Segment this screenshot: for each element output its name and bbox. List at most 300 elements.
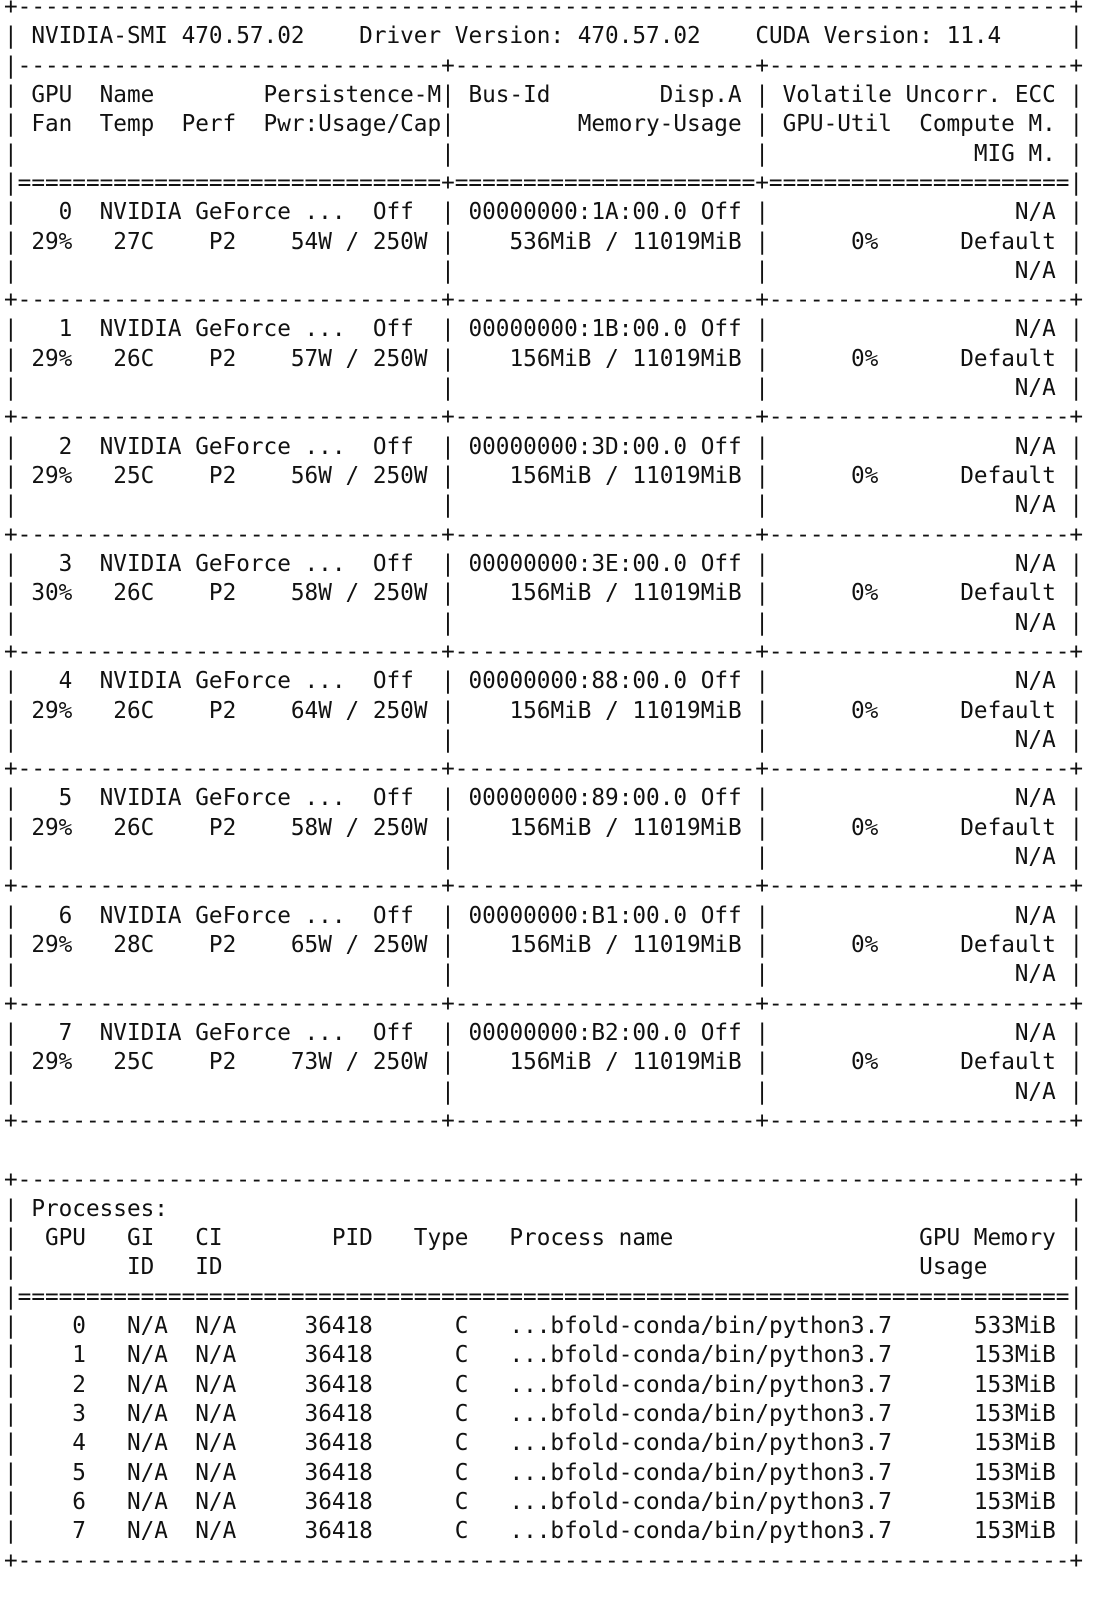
border-text: |: [1069, 1225, 1084, 1252]
border-text: [305, 23, 360, 49]
gpu-row: [4, 814, 1083, 843]
ecc-errors: N/A: [769, 785, 1056, 812]
border-text: [933, 23, 947, 49]
border-text: +-------------------------------+----------------------+----------------------+: [4, 756, 1084, 783]
border-text: [86, 1313, 127, 1339]
compute-mode: Default: [878, 814, 1056, 841]
border-text: [86, 1372, 127, 1398]
blank-line: [4, 1136, 1083, 1165]
column-header-line: [4, 140, 1083, 169]
mig-mode: N/A: [768, 961, 1056, 988]
border-text: |: [1055, 1459, 1084, 1486]
column-header: [455, 141, 756, 167]
temperature: 28C: [113, 932, 155, 958]
border-text: |: [4, 81, 18, 108]
border-text: [72, 903, 99, 929]
fan-speed: 29%: [31, 345, 73, 372]
process-gi-id: N/A: [126, 1313, 168, 1340]
border-text: |: [413, 1019, 469, 1046]
border-text: |: [4, 1518, 18, 1545]
gpu-index: 4: [31, 668, 73, 695]
memory-used: 156MiB: [454, 697, 592, 724]
display-active: Off: [700, 433, 742, 460]
column-header: MIG M.: [768, 140, 1070, 167]
bus-id: 00000000:1B:00.0: [468, 316, 688, 343]
bus-id: 00000000:3D:00.0: [468, 433, 688, 460]
power-usage: 57W: [277, 345, 332, 372]
border-text: [468, 1489, 509, 1515]
border-text: |: [741, 902, 769, 929]
process-row: [4, 1429, 1083, 1458]
table-border: [4, 286, 1083, 315]
border-text: |: [741, 345, 770, 372]
border-text: |: [4, 228, 32, 255]
column-header: Bus-Id Disp.A: [454, 81, 756, 108]
border-text: [154, 229, 209, 255]
border-text: |: [741, 580, 770, 607]
border-text: /: [331, 697, 373, 724]
gpu-name: NVIDIA GeForce ...: [99, 199, 346, 226]
memory-total: 11019MiB: [632, 463, 742, 489]
memory-total: 11019MiB: [632, 1049, 742, 1076]
fan-speed: 30%: [31, 580, 73, 607]
table-border: [4, 638, 1083, 667]
process-gpu: 7: [17, 1518, 86, 1545]
gpu-row: [4, 315, 1083, 344]
fan-speed: 29%: [31, 463, 73, 489]
process-ci-id: N/A: [195, 1342, 237, 1369]
border-text: |: [4, 1254, 18, 1281]
bus-id: 00000000:88:00.0: [468, 668, 688, 695]
border-text: [236, 1049, 277, 1075]
gpu-row: [4, 843, 1083, 872]
process-memory: 153MiB: [891, 1371, 1056, 1398]
border-text: |: [1055, 726, 1084, 753]
memory-used: 156MiB: [454, 345, 592, 372]
border-text: [154, 815, 209, 841]
border-text: /: [591, 1049, 633, 1076]
border-text: |: [741, 463, 770, 489]
border-text: [346, 551, 373, 577]
border-text: |: [4, 23, 32, 50]
border-text: [468, 1372, 509, 1398]
process-ci-id: N/A: [195, 1313, 237, 1340]
process-row: [4, 1400, 1083, 1429]
border-text: [72, 668, 99, 694]
gpu-row: [4, 609, 1083, 638]
driver-label: Driver Version:: [359, 23, 565, 50]
power-usage: 58W: [277, 580, 332, 607]
border-text: |: [741, 785, 769, 812]
process-pid: 36418: [236, 1313, 373, 1340]
border-text: |: [4, 1342, 18, 1369]
border-text: |: [1055, 1313, 1084, 1340]
border-text: [687, 668, 701, 694]
process-row: [4, 1488, 1083, 1517]
gpu-util: 0%: [769, 1049, 879, 1076]
border-text: |: [1055, 550, 1084, 577]
table-border: [4, 52, 1083, 81]
memory-total: 11019MiB: [632, 697, 742, 724]
power-usage: 54W: [277, 228, 332, 255]
border-text: /: [591, 345, 633, 372]
border-text: [236, 815, 277, 841]
border-text: [468, 1518, 509, 1544]
border-text: |: [413, 433, 469, 460]
gpu-index: 1: [31, 316, 73, 343]
border-text: |: [413, 668, 469, 695]
terminal-output: [4, 0, 1083, 1576]
gpu-name: NVIDIA GeForce ...: [99, 316, 346, 343]
border-text: |: [741, 1049, 770, 1076]
gpu-row: [4, 931, 1083, 960]
power-usage: 64W: [277, 697, 332, 724]
border-text: /: [331, 580, 373, 607]
power-cap: 250W: [372, 697, 428, 724]
border-text: [72, 316, 99, 342]
cuda-version: 11.4: [946, 23, 1070, 50]
power-cap: 250W: [372, 932, 428, 958]
perf-state: P2: [208, 345, 237, 372]
border-text: |: [755, 81, 769, 108]
process-type: C: [372, 1459, 469, 1486]
border-text: |: [4, 580, 32, 607]
border-text: [72, 463, 113, 489]
border-text: [468, 1313, 509, 1339]
table-separator: [4, 1283, 1083, 1312]
border-text: [168, 1313, 195, 1339]
process-memory: 153MiB: [891, 1401, 1056, 1427]
process-type: C: [372, 1488, 469, 1515]
border-text: |: [741, 316, 769, 343]
border-text: +-------------------------------+----------------------+----------------------+: [4, 521, 1084, 548]
border-text: |: [427, 814, 455, 841]
persistence-mode: Off: [372, 550, 414, 577]
border-text: |: [741, 199, 769, 226]
process-gpu: 5: [17, 1459, 86, 1486]
border-text: |: [1055, 1488, 1084, 1515]
border-text: |: [427, 932, 455, 958]
bus-id: 00000000:1A:00.0: [468, 199, 688, 226]
border-text: /: [591, 228, 633, 255]
process-pid: 36418: [236, 1371, 373, 1398]
border-text: [168, 1401, 195, 1427]
border-text: | | |: [4, 1078, 769, 1105]
border-text: |=============================================================================|: [4, 1283, 1084, 1310]
gpu-row: [4, 697, 1083, 726]
border-text: |: [741, 550, 769, 577]
table-border: [4, 0, 1083, 22]
border-text: |: [4, 316, 32, 343]
border-text: |: [1055, 785, 1084, 812]
table-border: [4, 755, 1083, 784]
memory-total: 11019MiB: [632, 345, 742, 372]
border-text: | | |: [4, 609, 769, 636]
border-text: |: [4, 140, 18, 167]
power-cap: 250W: [372, 345, 428, 372]
border-text: |: [1055, 609, 1084, 636]
gpu-util: 0%: [769, 932, 879, 958]
border-text: |: [741, 228, 770, 255]
mig-mode: N/A: [768, 1078, 1056, 1105]
compute-mode: Default: [878, 932, 1056, 958]
gpu-row: [4, 345, 1083, 374]
memory-used: 156MiB: [454, 932, 592, 958]
header-line: [4, 22, 1083, 51]
process-gi-id: N/A: [126, 1401, 168, 1427]
border-text: /: [331, 345, 373, 372]
border-text: [154, 580, 209, 606]
column-header-line: [4, 81, 1083, 110]
process-pid: 36418: [236, 1401, 373, 1427]
power-usage: 65W: [277, 932, 332, 958]
display-active: Off: [700, 668, 742, 695]
border-text: [168, 1460, 195, 1486]
display-active: Off: [700, 902, 742, 929]
border-text: [72, 1020, 99, 1046]
border-text: |: [4, 345, 32, 372]
border-text: /: [591, 814, 633, 841]
mig-mode: N/A: [768, 609, 1056, 636]
border-text: |: [1055, 1049, 1084, 1076]
ecc-errors: N/A: [769, 316, 1056, 343]
border-text: +-------------------------------+----------------------+----------------------+: [4, 287, 1084, 314]
power-usage: 73W: [277, 1049, 332, 1076]
border-text: |: [4, 902, 32, 929]
border-text: [168, 1518, 195, 1544]
process-ci-id: N/A: [195, 1488, 237, 1515]
border-text: |: [1055, 1518, 1084, 1545]
border-text: |: [4, 463, 32, 489]
border-text: |: [427, 463, 455, 489]
gpu-name: NVIDIA GeForce ...: [99, 785, 346, 812]
power-cap: 250W: [372, 228, 428, 255]
border-text: |: [755, 111, 769, 138]
border-text: |: [1055, 375, 1084, 402]
process-gi-id: N/A: [126, 1371, 168, 1398]
border-text: [154, 1049, 209, 1075]
display-active: Off: [700, 550, 742, 577]
process-name: ...bfold-conda/bin/python3.7: [509, 1401, 892, 1427]
ecc-errors: N/A: [769, 550, 1056, 577]
border-text: [72, 698, 113, 724]
mig-mode: N/A: [768, 492, 1056, 519]
temperature: 27C: [113, 228, 155, 255]
border-text: [72, 815, 113, 841]
border-text: |: [1055, 902, 1084, 929]
process-gpu: 3: [17, 1401, 86, 1427]
memory-used: 156MiB: [454, 463, 592, 489]
power-usage: 58W: [277, 814, 332, 841]
border-text: | | |: [4, 375, 769, 402]
perf-state: P2: [208, 932, 237, 958]
border-text: |: [1055, 433, 1084, 460]
smi-version: 470.57.02: [181, 23, 305, 50]
power-cap: 250W: [372, 580, 428, 607]
border-text: |: [1055, 668, 1084, 695]
border-text: |: [4, 1459, 18, 1486]
power-cap: 250W: [372, 463, 428, 489]
border-text: |: [1055, 1019, 1084, 1046]
process-memory: 153MiB: [891, 1459, 1056, 1486]
column-header: Memory-Usage: [454, 111, 756, 138]
compute-mode: Default: [878, 345, 1056, 372]
border-text: [72, 932, 113, 958]
process-type: C: [372, 1371, 469, 1398]
border-text: [86, 1460, 127, 1486]
border-text: +-----------------------------------------------------------------------------+: [4, 1547, 1084, 1574]
border-text: [4, 1137, 18, 1163]
border-text: |: [413, 902, 469, 929]
border-text: [86, 1430, 127, 1456]
fan-speed: 29%: [31, 814, 73, 841]
border-text: [72, 434, 99, 460]
border-text: |===============================+======================+======================|: [4, 169, 1084, 196]
border-text: [168, 1430, 195, 1456]
memory-used: 156MiB: [454, 1049, 592, 1076]
border-text: |: [427, 580, 455, 607]
process-memory: 153MiB: [891, 1342, 1056, 1369]
ecc-errors: N/A: [769, 902, 1056, 929]
gpu-row: [4, 579, 1083, 608]
border-text: +-------------------------------+----------------------+----------------------+: [4, 990, 1084, 1017]
memory-used: 156MiB: [454, 580, 592, 607]
table-border: [4, 872, 1083, 901]
memory-total: 11019MiB: [632, 932, 742, 958]
border-text: [72, 580, 113, 606]
display-active: Off: [700, 785, 742, 812]
border-text: |: [741, 433, 769, 460]
compute-mode: Default: [878, 580, 1056, 607]
process-type: C: [372, 1342, 469, 1369]
border-text: [72, 785, 99, 811]
persistence-mode: Off: [372, 199, 414, 226]
border-text: |: [1055, 228, 1084, 255]
table-separator: [4, 169, 1083, 198]
process-gi-id: N/A: [126, 1518, 168, 1545]
border-text: +-------------------------------+----------------------+----------------------+: [4, 404, 1084, 431]
gpu-index: 5: [31, 785, 73, 812]
border-text: [346, 1020, 373, 1046]
gpu-util: 0%: [769, 580, 879, 607]
border-text: |: [1069, 111, 1084, 138]
border-text: [86, 1342, 127, 1368]
process-memory: 153MiB: [891, 1518, 1056, 1545]
border-text: |: [4, 932, 32, 958]
border-text: |: [1055, 463, 1084, 489]
bus-id: 00000000:3E:00.0: [468, 550, 688, 577]
gpu-row: [4, 1048, 1083, 1077]
border-text: /: [591, 932, 633, 958]
perf-state: P2: [208, 463, 237, 489]
temperature: 25C: [113, 463, 155, 489]
processes-title: Processes:: [31, 1195, 1070, 1222]
border-text: /: [331, 814, 373, 841]
border-text: |: [413, 785, 469, 812]
mig-mode: N/A: [768, 726, 1056, 753]
perf-state: P2: [208, 697, 237, 724]
column-header: Fan Temp Perf Pwr:Usage/Cap: [17, 111, 442, 138]
gpu-row: [4, 784, 1083, 813]
process-name: ...bfold-conda/bin/python3.7: [509, 1342, 892, 1369]
ecc-errors: N/A: [769, 1019, 1056, 1046]
border-text: /: [331, 932, 373, 958]
temperature: 25C: [113, 1049, 155, 1076]
border-text: [346, 668, 373, 694]
perf-state: P2: [208, 814, 237, 841]
border-text: |: [741, 668, 769, 695]
process-name: ...bfold-conda/bin/python3.7: [509, 1459, 892, 1486]
gpu-row: [4, 1078, 1083, 1107]
border-text: |: [427, 1049, 455, 1076]
table-border: [4, 403, 1083, 432]
cuda-label: CUDA Version:: [755, 23, 933, 50]
process-name: ...bfold-conda/bin/python3.7: [509, 1430, 892, 1457]
gpu-util: 0%: [769, 697, 879, 724]
process-name: ...bfold-conda/bin/python3.7: [509, 1488, 892, 1515]
process-ci-id: N/A: [195, 1401, 237, 1427]
border-text: |: [4, 1401, 18, 1427]
temperature: 26C: [113, 814, 155, 841]
border-text: [468, 1430, 509, 1456]
border-text: |: [427, 697, 455, 724]
process-type: C: [372, 1401, 469, 1427]
persistence-mode: Off: [372, 1019, 414, 1046]
perf-state: P2: [208, 228, 237, 255]
smi-label: NVIDIA-SMI: [31, 23, 168, 50]
gpu-row: [4, 960, 1083, 989]
border-text: |: [1055, 345, 1084, 372]
gpu-name: NVIDIA GeForce ...: [99, 902, 346, 929]
border-text: |: [413, 316, 469, 343]
border-text: |: [4, 1371, 18, 1398]
driver-version: 470.57.02: [577, 23, 701, 50]
border-text: +-------------------------------+----------------------+----------------------+: [4, 638, 1084, 665]
border-text: |: [4, 433, 32, 460]
border-text: [154, 463, 209, 489]
gpu-name: NVIDIA GeForce ...: [99, 550, 346, 577]
border-text: |: [1055, 814, 1084, 841]
border-text: |: [741, 697, 770, 724]
border-text: |: [1055, 1371, 1084, 1398]
ecc-errors: N/A: [769, 433, 1056, 460]
gpu-index: 0: [31, 199, 73, 226]
perf-state: P2: [208, 580, 237, 607]
border-text: [86, 1401, 127, 1427]
border-text: |: [4, 668, 32, 695]
memory-used: 536MiB: [454, 228, 592, 255]
processes-title-line: [4, 1195, 1083, 1224]
process-column-header: ID ID Usage: [17, 1254, 1070, 1281]
gpu-index: 3: [31, 550, 73, 577]
process-pid: 36418: [236, 1488, 373, 1515]
border-text: +-----------------------------------------------------------------------------+: [4, 1166, 1084, 1193]
border-text: |: [4, 1225, 18, 1252]
process-gpu: 2: [17, 1371, 86, 1398]
process-gpu: 0: [17, 1313, 86, 1340]
temperature: 26C: [113, 345, 155, 372]
process-row: [4, 1517, 1083, 1546]
border-text: |: [1069, 23, 1084, 50]
border-text: |: [1055, 257, 1084, 284]
border-text: [564, 23, 578, 49]
border-text: | | |: [4, 492, 769, 519]
ecc-errors: N/A: [769, 668, 1056, 695]
border-text: |: [1055, 697, 1084, 724]
border-text: /: [331, 228, 373, 255]
power-cap: 250W: [372, 1049, 428, 1076]
border-text: |: [1055, 961, 1084, 988]
